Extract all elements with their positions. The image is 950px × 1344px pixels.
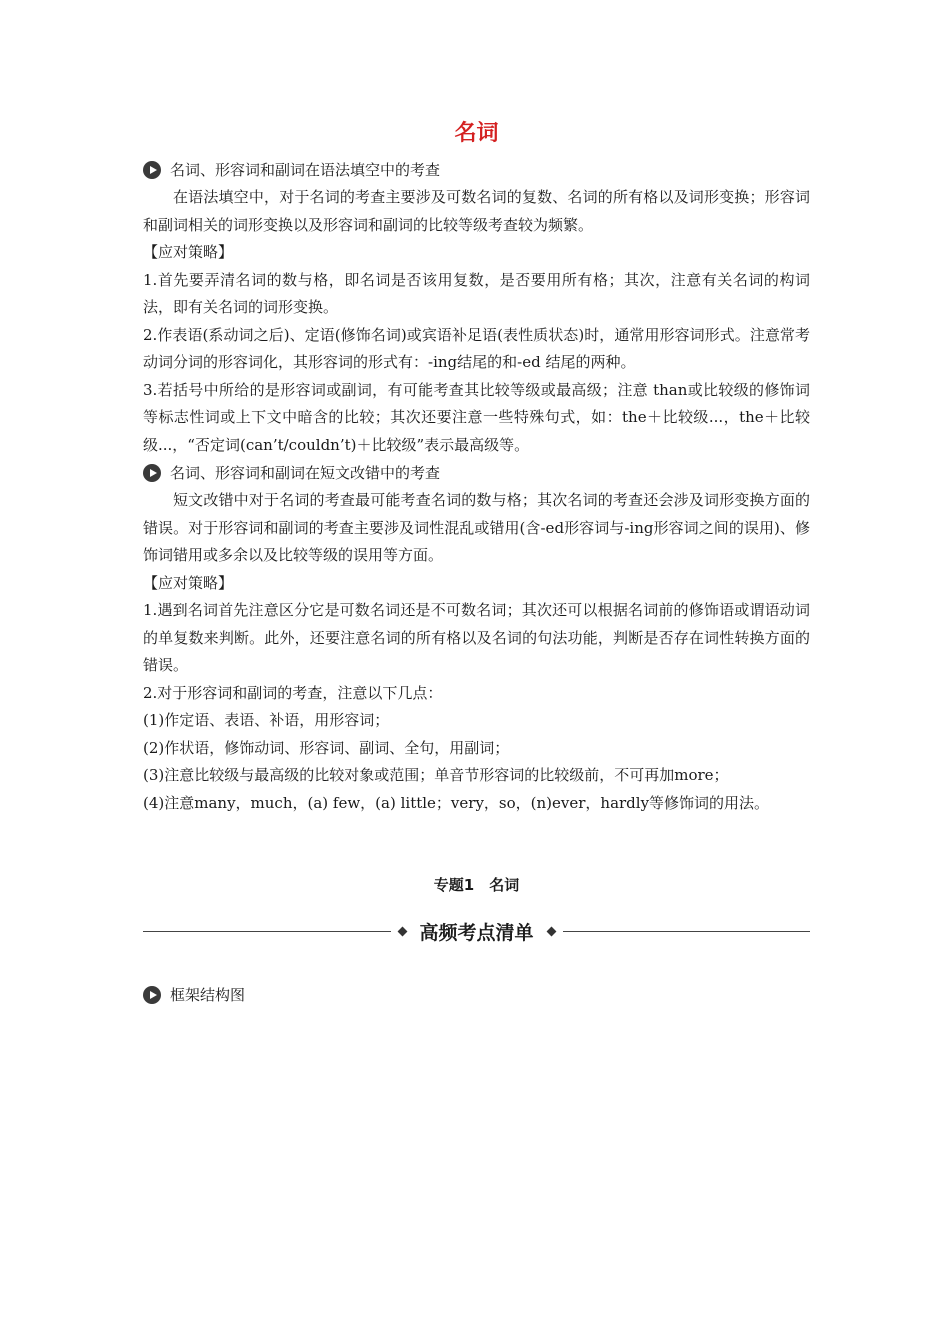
section-heading-error-correction bbox=[143, 459, 810, 487]
strategy-item: (1)作定语、表语、补语，用形容词； bbox=[143, 711, 390, 729]
play-bullet-icon bbox=[143, 161, 161, 179]
strategy-item: (3)注意比较级与最高级的比较对象或范围；单音节形容词的比较级前，不可再加more； bbox=[143, 766, 729, 784]
section-heading-framework bbox=[143, 981, 810, 1009]
strategy-item: 2.作表语(系动词之后)、定语(修饰名词)或宾语补足语(表性质状态)时，通常用形容词形式。注意常考动词分词的形容词化，其形容词的形式有：-ing结尾的和-ed 结尾的两种。 bbox=[143, 325, 810, 371]
section-heading-text: 名词、形容词和副词在短文改错中的考查 bbox=[170, 464, 441, 482]
page-title: 名词 bbox=[454, 121, 499, 146]
document-page bbox=[143, 118, 810, 1009]
strategy-item: 1.首先要弄清名词的数与格，即名词是否该用复数，是否要用所有格；其次，注意有关名词的构词法，即有关名词的词形变换。 bbox=[143, 270, 810, 316]
play-bullet-icon bbox=[143, 464, 161, 482]
strategy-label: 【应对策略】 bbox=[143, 243, 234, 261]
section-heading-text: 框架结构图 bbox=[170, 986, 246, 1004]
strategy-item: 3.若括号中所给的是形容词或副词，有可能考查其比较等级或最高级；注意 than或比较级的修饰词等标志性词或上下文中暗含的比较；其次还要注意一些特殊句式，如：the＋比较级...，the＋比较级...，“否定词(can’t/couldn’t)＋比较级”表示最高级等。 bbox=[143, 380, 810, 454]
diamond-icon bbox=[397, 926, 407, 936]
strategy-item: 2.对于形容词和副词的考查，注意以下几点： bbox=[143, 683, 443, 702]
banner-rule-right bbox=[563, 931, 811, 932]
banner-rule-left bbox=[143, 931, 391, 932]
topic-subtitle: 专题1 名词 bbox=[433, 876, 520, 894]
strategy-item: (4)注意many，much，(a) few，(a) little；very，so，(n)ever，hardly等修饰词的用法。 bbox=[143, 793, 770, 812]
banner-label: 高频考点清单 bbox=[419, 921, 534, 944]
section-banner bbox=[143, 917, 810, 945]
strategy-item: (2)作状语，修饰动词、形容词、副词、全句，用副词； bbox=[143, 738, 510, 757]
diamond-icon bbox=[546, 926, 556, 936]
section-intro: 短文改错中对于名词的考查最可能考查名词的数与格；其次名词的考查还会涉及词形变换方面的错误。对于形容词和副词的考查主要涉及词性混乱或错用(含-ed形容词与-ing形容词之间的误用)、修饰词错用或多余以及比较等级的误用等方面。 bbox=[143, 491, 810, 564]
strategy-item: 1.遇到名词首先注意区分它是可数名词还是不可数名词；其次还可以根据名词前的修饰语或谓语动词的单复数来判断。此外，还要注意名词的所有格以及名词的句法功能，判断是否存在词性转换方面的错误。 bbox=[143, 601, 810, 674]
strategy-label: 【应对策略】 bbox=[143, 573, 234, 592]
section-heading-grammar-fill bbox=[143, 156, 810, 184]
section-intro: 在语法填空中，对于名词的考查主要涉及可数名词的复数、名词的所有格以及词形变换；形容词和副词相关的词形变换以及形容词和副词的比较等级考查较为频繁。 bbox=[143, 188, 810, 234]
section-heading-text: 名词、形容词和副词在语法填空中的考查 bbox=[170, 161, 441, 179]
play-bullet-icon bbox=[143, 986, 161, 1004]
